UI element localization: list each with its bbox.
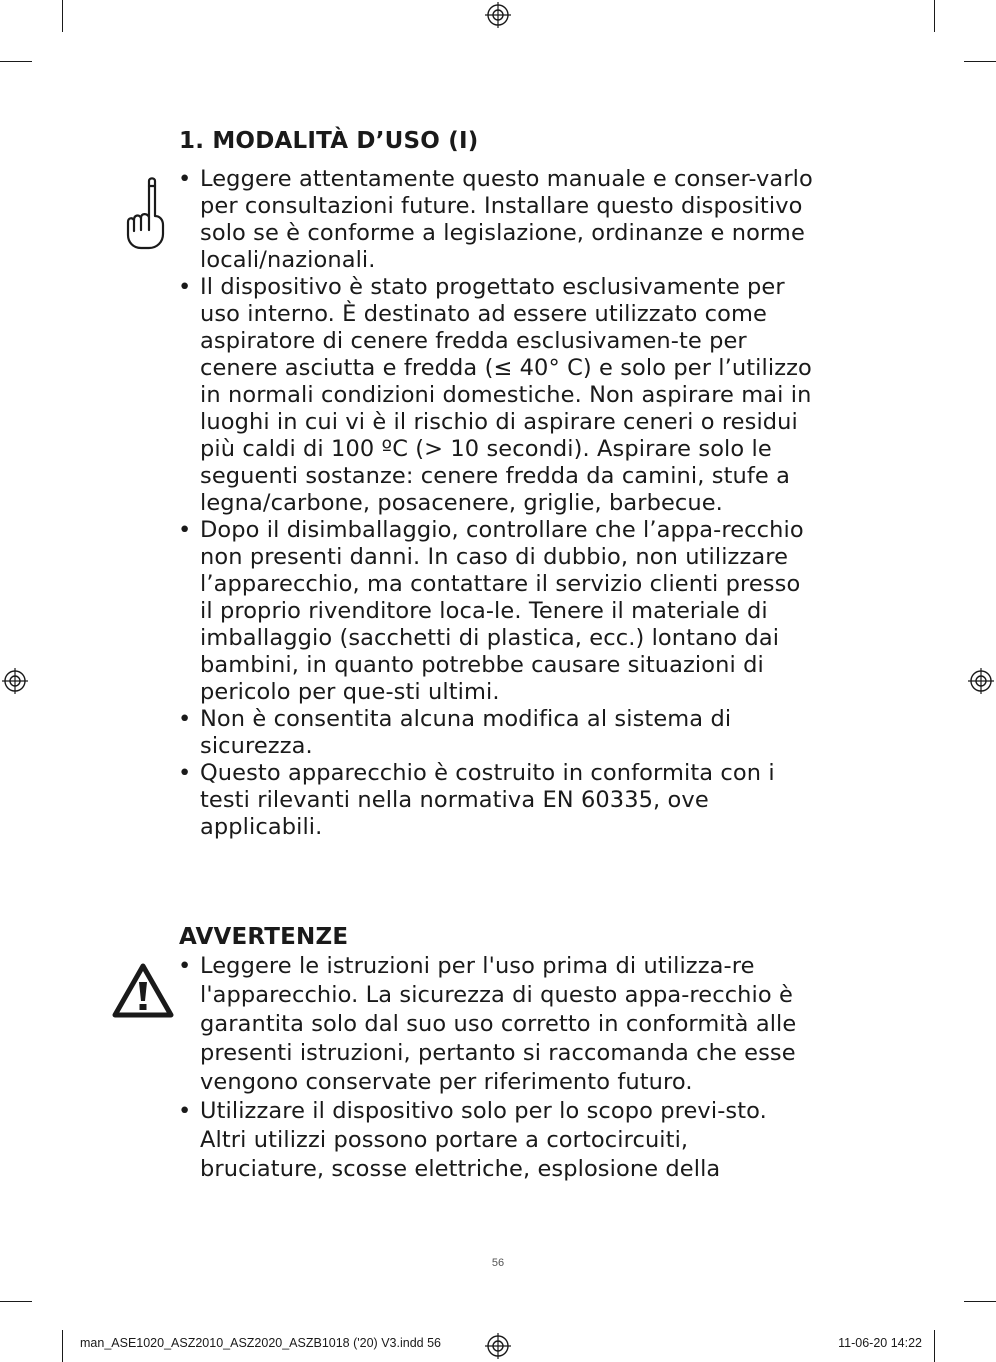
warnings-title: AVVERTENZE — [179, 924, 349, 950]
registration-mark-icon — [968, 668, 994, 694]
warnings-list — [178, 952, 818, 1184]
crop-mark — [0, 1301, 32, 1302]
footer-timestamp: 11-06-20 14:22 — [838, 1336, 922, 1350]
list-item: • Non è consentita alcuna modifica al sistema di sicurezza. — [178, 706, 818, 760]
crop-mark — [0, 61, 32, 62]
crop-mark — [964, 1301, 996, 1302]
list-item: • Dopo il disimballaggio, controllare che l’appa-recchio non presenti danni. In caso di dubbio, non utilizzare l’apparecchio, ma contattare il servizio clienti presso il proprio rivenditore loca-le. Tenere il materiale di imballaggio (sacchetti di plastica, ecc.) lontano dai bambini, in quanto potrebbe causare situazioni di pericolo per que-sti ultimi. — [178, 517, 818, 706]
footer-file-name: man_ASE1020_ASZ2010_ASZ2020_ASZB1018 ('20) V3.indd 56 — [80, 1336, 441, 1350]
pointing-finger-icon — [122, 176, 166, 252]
registration-mark-icon — [485, 1333, 511, 1359]
crop-mark — [934, 0, 935, 32]
registration-mark-icon — [2, 668, 28, 694]
usage-list — [178, 166, 818, 841]
registration-mark-icon — [485, 2, 511, 28]
page-number: 56 — [491, 1257, 505, 1269]
list-item: • Leggere attentamente questo manuale e conser-varlo per consultazioni future. Installare questo dispositivo solo se è conforme a legislazione, ordinanze e norme locali/nazionali. — [178, 166, 818, 274]
list-item: • Utilizzare il dispositivo solo per lo scopo previ-sto. Altri utilizzi possono portare a cortocircuiti, bruciature, scosse elettriche, esplosione della — [178, 1097, 818, 1184]
crop-mark — [62, 0, 63, 32]
warning-triangle-icon — [112, 963, 174, 1019]
crop-mark — [964, 61, 996, 62]
section-title: 1. MODALITÀ D’USO (I) — [179, 128, 479, 154]
list-item: • Questo apparecchio è costruito in conformita con i testi rilevanti nella normativa EN 60335, ove applicabili. — [178, 760, 818, 841]
list-item: • Il dispositivo è stato progettato esclusivamente per uso interno. È destinato ad essere utilizzato come aspiratore di cenere fredda esclusivamen-te per cenere asciutta e fredda (≤ 40° C) e solo per l’utilizzo in normali condizioni domestiche. Non aspirare mai in luoghi in cui vi è il rischio di aspirare ceneri o residui più caldi di 100 ºC (> 10 secondi). Aspirare solo le seguenti sostanze: cenere fredda da camini, stufe a legna/carbone, posacenere, griglie, barbecue. — [178, 274, 818, 517]
crop-mark — [62, 1330, 63, 1362]
list-item: • Leggere le istruzioni per l'uso prima di utilizza-re l'apparecchio. La sicurezza di questo appa-recchio è garantita solo dal suo uso corretto in conformità alle presenti istruzioni, pertanto si raccomanda che esse vengono conservate per riferimento futuro. — [178, 952, 818, 1097]
crop-mark — [934, 1330, 935, 1362]
